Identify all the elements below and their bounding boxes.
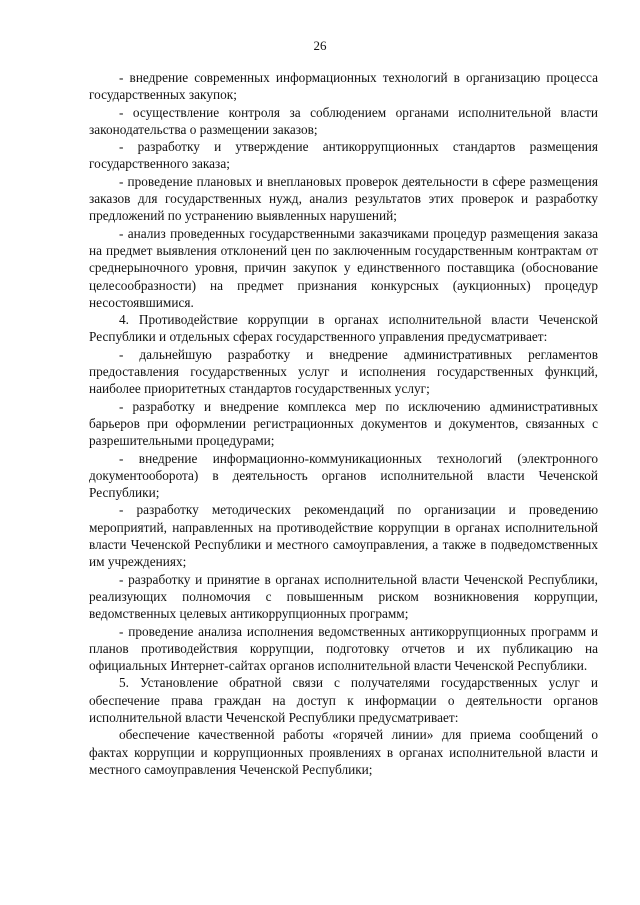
paragraph-item: обеспечение качественной работы «горячей линии» для приема сообщений о фактах коррупции и коррупционных проявлениях в органах исполнительной власти и местного самоуправления Чеченской Республики;: [89, 727, 598, 777]
page-number: 26: [313, 38, 327, 53]
paragraph-item: - разработку и внедрение комплекса мер по исключению административных барьеров при оформлении регистрационных документов и документов, связанных с разрешительными процедурами;: [89, 398, 598, 449]
paragraph-item: - разработку и принятие в органах исполнительной власти Чеченской Республики, реализующих полномочия с повышенным риском возникновения коррупции, ведомственных целевых антикоррупционных программ;: [89, 571, 598, 622]
paragraph-item: - разработку методических рекомендаций по организации и проведению мероприятий, направленных на противодействие коррупции в органах исполнительной власти Чеченской Республики и местного самоуправления, а также в подведомственных им учреждениях;: [89, 502, 598, 570]
section-4-intro: 4. Противодействие коррупции в органах исполнительной власти Чеченской Республики и отдельных сферах государственного управления предусматривает:: [89, 312, 598, 345]
paragraph-item: - дальнейшую разработку и внедрение административных регламентов предоставления государственных услуг и исполнения государственных функций, наиболее приоритетных стандартов государственных услуг;: [89, 346, 598, 397]
paragraph-item: - внедрение современных информационных технологий в организацию процесса государственных закупок;: [89, 70, 598, 103]
paragraph-item: - анализ проведенных государственными заказчиками процедур размещения заказа на предмет выявления отклонений цен по заключенным государственным контрактам от среднерыночного уровня, причин закупок у единственного поставщика (обоснование целесообразности) на предмет признания конкурсных (аукционных) процедур несостоявшимися.: [89, 225, 598, 310]
paragraph-item: - разработку и утверждение антикоррупционных стандартов размещения государственного заказа;: [89, 139, 598, 172]
section-5-intro: 5. Установление обратной связи с получателями государственных услуг и обеспечение права граждан на доступ к информации о деятельности органов исполнительной власти Чеченской Республики предусматривает:: [89, 675, 598, 725]
paragraph-item: - внедрение информационно-коммуникационных технологий (электронного документооборота) в деятельность органов исполнительной власти Чеченской Республики;: [89, 450, 598, 501]
document-body: [89, 69, 598, 778]
paragraph-item: - проведение анализа исполнения ведомственных антикоррупционных программ и планов противодействия коррупции, подготовку отчетов и их публикацию на официальных Интернет-сайтах органов исполнительной власти Чеченской Республики.: [89, 623, 598, 674]
paragraph-item: - проведение плановых и внеплановых проверок деятельности в сфере размещения заказов для государственных нужд, анализ результатов этих проверок и разработку предложений по устранению выявленных нарушений;: [89, 173, 598, 224]
paragraph-item: - осуществление контроля за соблюдением органами исполнительной власти законодательства о размещении заказов;: [89, 104, 598, 137]
